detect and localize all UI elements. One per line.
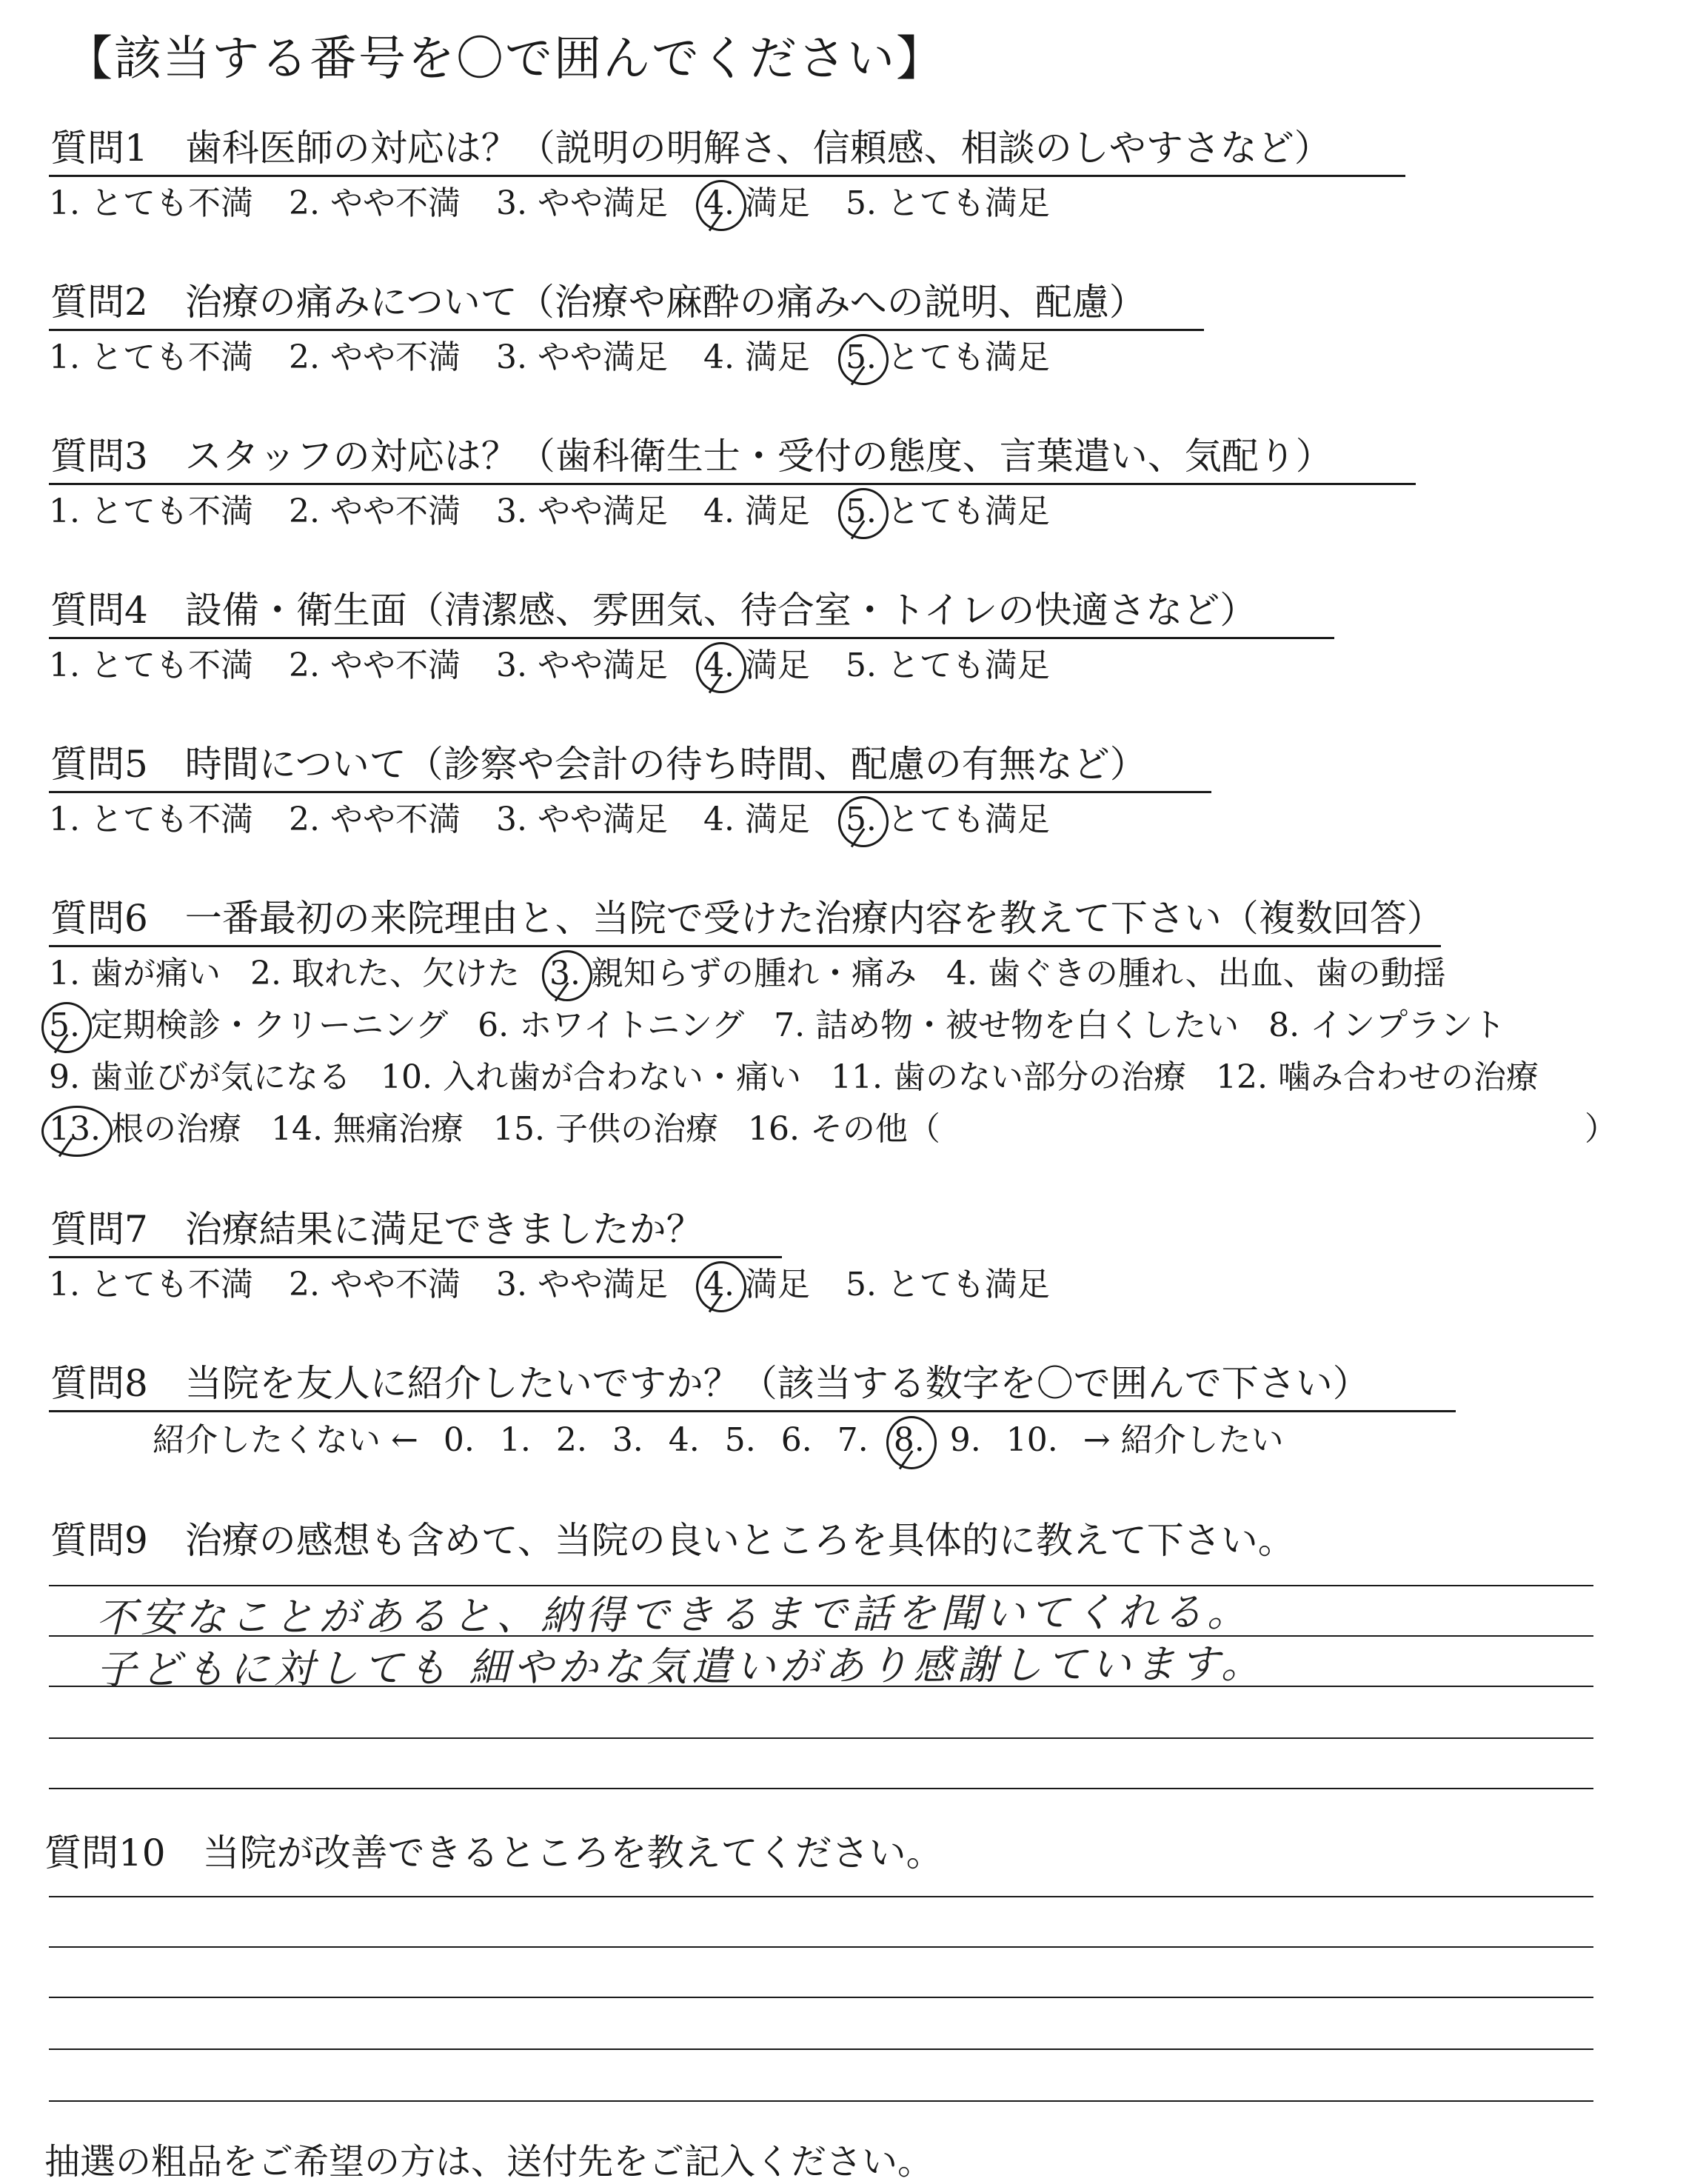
option-3[interactable] (496, 646, 668, 686)
option-label: 子供の治療 (555, 1110, 718, 1148)
q10-rule-4 (49, 2048, 1593, 2050)
option-number: 4. (703, 338, 735, 376)
option-number: 5. (845, 801, 877, 838)
option-number: 2. (250, 955, 281, 992)
option-label: とても満足 (886, 801, 1050, 838)
q6-option-12[interactable] (1216, 1058, 1539, 1098)
option-label: 満足 (744, 647, 810, 684)
q8-value-3[interactable]: 3. (612, 1421, 643, 1459)
q8-value-0[interactable]: 0. (443, 1421, 475, 1459)
q6-row-4 (49, 1109, 970, 1149)
q9-rule-5 (49, 1788, 1593, 1789)
option-number: 9. (49, 1058, 80, 1096)
q7-options (49, 1265, 1086, 1305)
q7-option-3[interactable] (496, 1265, 668, 1305)
option-label: とても満足 (886, 184, 1050, 222)
option-label: その他（ (809, 1110, 940, 1148)
q8-value-4[interactable]: 4. (668, 1421, 700, 1459)
option-1[interactable] (49, 646, 253, 686)
q6-option-15[interactable] (493, 1109, 718, 1149)
option-label: とても満足 (886, 647, 1050, 684)
option-4[interactable] (703, 338, 810, 378)
q6-option-14[interactable] (271, 1109, 464, 1149)
q10-rule-2 (49, 1946, 1593, 1948)
option-label: とても不満 (90, 1266, 253, 1303)
q6-option-13[interactable] (49, 1109, 241, 1149)
option-label: 歯が痛い (90, 955, 221, 992)
option-label: とても不満 (90, 492, 253, 530)
option-label: 満足 (744, 801, 810, 838)
q6-option-7[interactable] (774, 1006, 1239, 1046)
q3-options (49, 492, 1086, 532)
option-2[interactable] (289, 646, 461, 686)
option-number: 1. (49, 1266, 80, 1303)
option-label: 満足 (744, 338, 810, 376)
option-3[interactable] (496, 338, 668, 378)
q7-option-2[interactable] (289, 1265, 461, 1305)
option-number: 10. (380, 1058, 432, 1096)
option-label: 満足 (744, 1266, 810, 1303)
option-5[interactable] (846, 646, 1050, 686)
option-number: 15. (492, 1110, 545, 1148)
q8-value-7[interactable]: 7. (837, 1421, 869, 1459)
option-number: 4. (703, 647, 735, 684)
option-number: 2. (288, 647, 320, 684)
option-number: 3. (495, 492, 527, 530)
q7-underline (49, 1256, 782, 1258)
q6-option-16[interactable] (748, 1109, 940, 1149)
q5-underline (49, 791, 1211, 793)
q8-scale (153, 1420, 1309, 1460)
option-label: とても不満 (90, 801, 253, 838)
option-number: 2. (288, 492, 320, 530)
q6-underline (49, 945, 1441, 947)
option-label: 取れた、欠けた (291, 955, 520, 992)
q6-option-4[interactable] (946, 954, 1446, 994)
option-2[interactable] (289, 338, 461, 378)
option-number: 3. (495, 338, 527, 376)
q1-underline (49, 175, 1405, 177)
q8-value-6[interactable]: 6. (780, 1421, 812, 1459)
q6-row-3 (49, 1058, 1568, 1098)
option-label: とても不満 (90, 338, 253, 376)
option-5[interactable] (846, 184, 1050, 224)
option-number: 5. (49, 1006, 80, 1044)
q6-row-2 (49, 1006, 1535, 1046)
q6-option-2[interactable] (250, 954, 520, 994)
q9-rule-4 (49, 1737, 1593, 1739)
option-label: とても不満 (90, 647, 253, 684)
q2-options (49, 338, 1086, 378)
q8-right-label: → 紹介したい (1083, 1421, 1284, 1459)
option-number: 5. (845, 647, 877, 684)
option-label: ホワイトニング (519, 1006, 745, 1044)
option-number: 7. (774, 1006, 806, 1044)
option-label: 無痛治療 (332, 1110, 464, 1148)
option-label: やや満足 (537, 492, 668, 530)
option-label: とても不満 (90, 184, 253, 222)
q8-value-5[interactable]: 5. (724, 1421, 756, 1459)
option-label: とても満足 (886, 1266, 1050, 1303)
q6-option-10[interactable] (381, 1058, 801, 1098)
q9-answer-line-1: 不安なことがあると、納得できるまで話を聞いてくれる。 (96, 1588, 1252, 1642)
option-number: 5. (845, 184, 877, 222)
option-number: 16. (747, 1110, 800, 1148)
option-number: 1. (49, 492, 80, 530)
option-label: やや不満 (330, 1266, 461, 1303)
option-label: 歯ぐきの腫れ、出血、歯の動揺 (987, 955, 1446, 992)
option-label: やや不満 (330, 801, 461, 838)
q5-options (49, 800, 1086, 840)
option-1[interactable] (49, 338, 253, 378)
option-number: 4. (703, 1266, 735, 1303)
q8-underline (49, 1410, 1456, 1412)
option-number: 1. (49, 338, 80, 376)
q8-title: 質問8 当院を友人に紹介したいですか？（該当する数字を〇で囲んで下さい） (50, 1362, 1370, 1405)
option-number: 5. (845, 338, 877, 376)
option-number: 1. (49, 801, 80, 838)
option-label: やや満足 (537, 647, 668, 684)
option-number: 3. (549, 955, 581, 992)
q10-rule-1 (49, 1896, 1593, 1897)
q6-option-1[interactable] (49, 954, 221, 994)
option-4[interactable] (703, 492, 810, 532)
option-number: 2. (288, 1266, 320, 1303)
option-2[interactable] (289, 800, 461, 840)
q6-option-3[interactable] (549, 954, 917, 994)
option-5[interactable] (846, 338, 1050, 378)
q6-option-9[interactable] (49, 1058, 351, 1098)
option-3[interactable] (496, 800, 668, 840)
option-number: 13. (49, 1110, 101, 1148)
option-number: 12. (1215, 1058, 1268, 1096)
option-number: 2. (288, 338, 320, 376)
option-4[interactable] (703, 800, 810, 840)
q10-rule-3 (49, 1997, 1593, 1998)
option-number: 1. (49, 184, 80, 222)
q5-title: 質問5 時間について（診察や会計の待ち時間、配慮の有無など） (50, 743, 1147, 786)
option-number: 8. (1268, 1006, 1300, 1044)
option-number: 4. (946, 955, 977, 992)
option-label: 親知らずの腫れ・痛み (590, 955, 917, 992)
option-number: 14. (270, 1110, 323, 1148)
option-number: 2. (288, 184, 320, 222)
option-1[interactable] (49, 184, 253, 224)
option-number: 3. (495, 1266, 527, 1303)
q1-options (49, 184, 1086, 224)
option-3[interactable] (496, 492, 668, 532)
q6-option-8[interactable] (1268, 1006, 1505, 1046)
option-label: とても満足 (886, 338, 1050, 376)
q6-title: 質問6 一番最初の来院理由と、当院で受けた治療内容を教えて下さい（複数回答） (50, 897, 1444, 940)
option-number: 6. (478, 1006, 509, 1044)
option-label: やや不満 (330, 338, 461, 376)
q6-option-5[interactable] (49, 1006, 448, 1046)
option-label: 満足 (744, 184, 810, 222)
q7-option-5[interactable] (846, 1265, 1050, 1305)
option-label: インプラント (1310, 1006, 1506, 1044)
option-number: 3. (495, 647, 527, 684)
q6-other-close-paren: ） (1585, 1110, 1617, 1148)
q6-option-11[interactable] (831, 1058, 1186, 1098)
q7-option-1[interactable] (49, 1265, 253, 1305)
option-label: やや満足 (537, 801, 668, 838)
option-label: 満足 (744, 492, 810, 530)
form-header: 【該当する番号を〇で囲んでください】 (65, 32, 945, 87)
option-5[interactable] (846, 492, 1050, 532)
q10-title: 質問10 当院が改善できるところを教えてください。 (44, 1831, 943, 1874)
q3-underline (49, 483, 1416, 485)
q8-value-9[interactable]: 9. (949, 1421, 981, 1459)
option-1[interactable] (49, 800, 253, 840)
q8-value-10[interactable]: 10. (1006, 1421, 1058, 1459)
option-number: 1. (49, 647, 80, 684)
option-label: 歯のない部分の治療 (892, 1058, 1186, 1096)
option-3[interactable] (496, 184, 668, 224)
q7-title: 質問7 治療結果に満足できましたか？ (50, 1208, 703, 1251)
option-label: 歯並びが気になる (90, 1058, 351, 1096)
q3-title: 質問3 スタッフの対応は？（歯科衛生士・受付の態度、言葉遣い、気配り） (50, 435, 1333, 478)
option-2[interactable] (289, 492, 461, 532)
option-number: 4. (703, 492, 735, 530)
option-label: 定期検診・クリーニング (90, 1006, 449, 1044)
q2-title: 質問2 治療の痛みについて（治療や麻酔の痛みへの説明、配慮） (50, 281, 1146, 324)
q2-underline (49, 329, 1204, 331)
option-number: 4. (703, 184, 735, 222)
option-number: 4. (703, 801, 735, 838)
q4-underline (49, 637, 1334, 639)
option-5[interactable] (846, 800, 1050, 840)
option-label: やや不満 (330, 184, 461, 222)
q8-value-1[interactable]: 1. (499, 1421, 531, 1459)
option-label: とても満足 (886, 492, 1050, 530)
q10-rule-5 (49, 2100, 1593, 2102)
q8-value-2[interactable]: 2. (555, 1421, 587, 1459)
option-label: やや不満 (330, 647, 461, 684)
option-number: 5. (845, 492, 877, 530)
q8-value-8[interactable]: 8. (893, 1421, 925, 1459)
q1-title: 質問1 歯科医師の対応は？（説明の明解さ、信頼感、相談のしやすさなど） (50, 127, 1331, 170)
option-number: 3. (495, 801, 527, 838)
option-number: 1. (49, 955, 80, 992)
option-label: 根の治療 (110, 1110, 241, 1148)
q6-option-6[interactable] (478, 1006, 744, 1046)
option-label: 入れ歯が合わない・痛い (442, 1058, 801, 1096)
q8-left-label: 紹介したくない ← (153, 1421, 418, 1459)
option-label: やや満足 (537, 338, 668, 376)
q9-title: 質問9 治療の感想も含めて、当院の良いところを具体的に教えて下さい。 (50, 1519, 1295, 1562)
option-number: 2. (288, 801, 320, 838)
option-number: 5. (845, 1266, 877, 1303)
q6-row-1 (49, 954, 1476, 994)
footer-instruction: 抽選の粗品をご希望の方は、送付先をご記入ください。 (44, 2141, 934, 2183)
option-label: 噛み合わせの治療 (1277, 1058, 1539, 1096)
option-number: 11. (830, 1058, 883, 1096)
q9-answer-line-2: 子どもに対しても 細やかな気遣いがあり感謝しています。 (96, 1640, 1266, 1694)
option-label: やや満足 (537, 184, 668, 222)
option-1[interactable] (49, 492, 253, 532)
option-2[interactable] (289, 184, 461, 224)
option-number: 3. (495, 184, 527, 222)
q4-options (49, 646, 1086, 686)
q4-title: 質問4 設備・衛生面（清潔感、雰囲気、待合室・トイレの快適さなど） (50, 589, 1257, 632)
option-label: 詰め物・被せ物を白くしたい (815, 1006, 1240, 1044)
option-label: やや満足 (537, 1266, 668, 1303)
option-label: やや不満 (330, 492, 461, 530)
